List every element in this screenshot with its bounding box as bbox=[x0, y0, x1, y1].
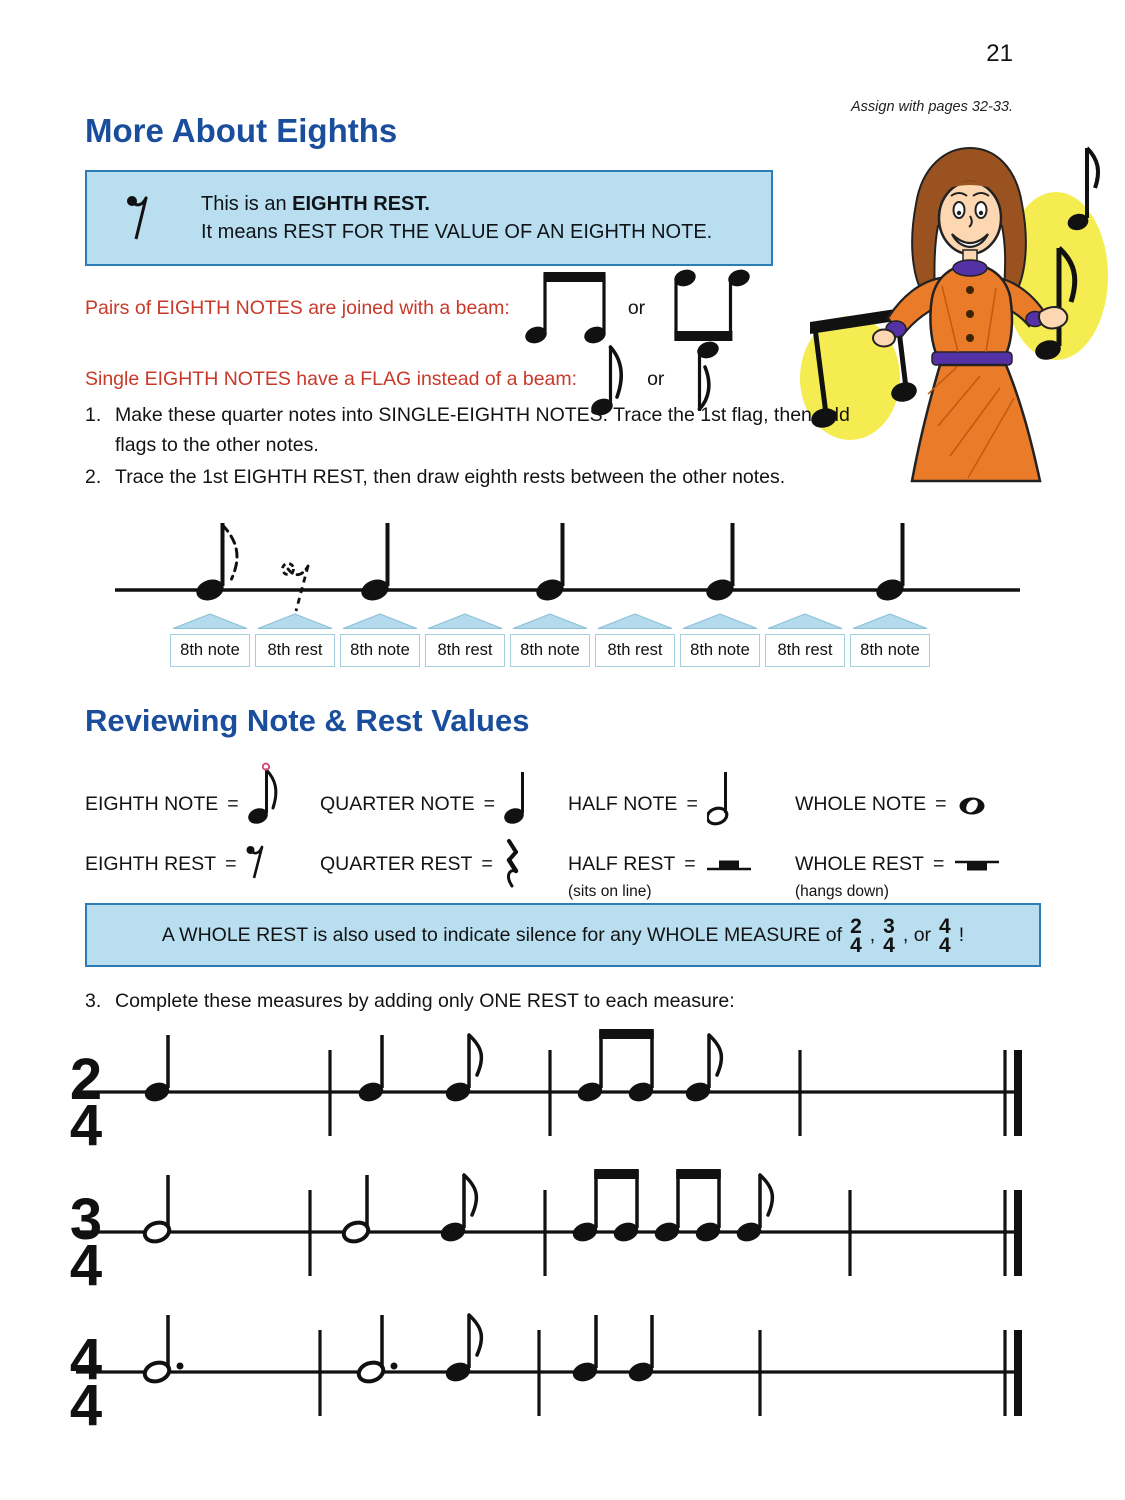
equals-sign: = bbox=[684, 853, 696, 875]
label-roof-icon bbox=[595, 613, 675, 629]
review-item-label: WHOLE NOTE bbox=[795, 793, 927, 815]
single-text: Single EIGHTH NOTES have a FLAG instead of a beam: bbox=[85, 367, 578, 390]
review-item-half-rest bbox=[568, 832, 753, 900]
label-roof-icon bbox=[765, 613, 845, 629]
review-item-sublabel: (hangs down) bbox=[795, 883, 889, 900]
pairs-text: Pairs of EIGHTH NOTES are joined with a beam: bbox=[85, 296, 510, 319]
exercise-label-house bbox=[850, 613, 930, 667]
measure-staff-2-4[interactable] bbox=[60, 1025, 1080, 1160]
equals-sign: = bbox=[686, 793, 698, 815]
review-item-quarter-note bbox=[320, 756, 534, 822]
single-or-text: or bbox=[647, 367, 665, 390]
review-heading: Reviewing Note & Rest Values bbox=[85, 703, 530, 738]
whole-rest-info-box bbox=[85, 903, 1041, 967]
exercise-label: 8th note bbox=[340, 634, 420, 667]
review-item-eighth-note bbox=[85, 756, 288, 822]
review-item-quarter-rest bbox=[320, 832, 522, 882]
measure-staff-4-4[interactable] bbox=[60, 1305, 1080, 1440]
exercise-label-house bbox=[425, 613, 505, 667]
separator-text: , or bbox=[902, 923, 932, 946]
info-line1-prefix: This is an bbox=[201, 193, 293, 215]
review-item-label: HALF REST bbox=[568, 853, 676, 875]
label-roof-icon bbox=[340, 613, 420, 629]
assign-note: Assign with pages 32-33. bbox=[850, 99, 1013, 115]
svg-text:3: 3 bbox=[69, 1187, 103, 1252]
review-item-label: QUARTER NOTE bbox=[320, 793, 475, 815]
eighth-rest-info-box bbox=[85, 170, 773, 266]
label-roof-icon bbox=[680, 613, 760, 629]
exercise-label: 8th rest bbox=[595, 634, 675, 667]
instruction-2-number: 2. bbox=[85, 466, 102, 488]
instruction-3-text: Complete these measures by adding only ONE REST to each measure: bbox=[115, 990, 735, 1012]
pairs-or-text: or bbox=[627, 296, 646, 319]
page-title: More About Eighths bbox=[85, 112, 398, 149]
exercise-label: 8th rest bbox=[425, 634, 505, 667]
instruction-1-number: 1. bbox=[85, 404, 102, 426]
page-number: 21 bbox=[986, 40, 1013, 67]
quarter-note-icon bbox=[504, 766, 534, 826]
exercise-label: 8th rest bbox=[765, 634, 845, 667]
instruction-2 bbox=[85, 462, 785, 492]
instruction-3-number: 3. bbox=[85, 990, 102, 1012]
time-signature-2-4: 2 4 bbox=[850, 914, 862, 957]
exercise-label-house bbox=[255, 613, 335, 667]
exercise-staff[interactable] bbox=[60, 505, 1080, 617]
exercise-label-house bbox=[510, 613, 590, 667]
review-item-label: EIGHTH NOTE bbox=[85, 793, 219, 815]
equals-sign: = bbox=[481, 853, 493, 875]
review-item-whole-note bbox=[795, 756, 989, 822]
whole-note-icon bbox=[955, 795, 989, 817]
separator-text: , bbox=[869, 923, 876, 946]
svg-text:4: 4 bbox=[69, 1093, 103, 1158]
exercise-label: 8th note bbox=[850, 634, 930, 667]
instruction-3 bbox=[85, 986, 735, 1016]
instruction-1 bbox=[85, 400, 857, 460]
whole-rest-box-text: A WHOLE REST is also used to indicate silence for any WHOLE MEASURE of bbox=[161, 923, 843, 946]
label-roof-icon bbox=[170, 613, 250, 629]
exercise-label-house bbox=[680, 613, 760, 667]
info-line2: It means REST FOR THE VALUE OF AN EIGHTH NOTE. bbox=[201, 221, 713, 243]
svg-text:4: 4 bbox=[69, 1233, 103, 1298]
equals-sign: = bbox=[483, 793, 495, 815]
equals-sign: = bbox=[225, 853, 237, 875]
half-rest-icon bbox=[705, 859, 753, 875]
exercise-label-house bbox=[595, 613, 675, 667]
whole-rest-box-content bbox=[162, 916, 964, 955]
time-signature-4-4: 4 4 bbox=[939, 914, 951, 957]
label-roof-icon bbox=[510, 613, 590, 629]
svg-text:4: 4 bbox=[69, 1327, 103, 1392]
equals-sign: = bbox=[227, 793, 239, 815]
exercise-label-house bbox=[170, 613, 250, 667]
exercise-label-house bbox=[340, 613, 420, 667]
half-note-icon bbox=[707, 766, 737, 826]
eighth-rest-icon bbox=[245, 841, 269, 881]
instruction-1-text: Make these quarter notes into SINGLE-EIGHTH NOTES. Trace the 1st flag, then add flags to the other notes. bbox=[115, 404, 850, 457]
separator-text: ! bbox=[958, 923, 965, 946]
exercise-label: 8th note bbox=[680, 634, 760, 667]
quarter-rest-icon bbox=[502, 839, 522, 889]
review-item-half-note bbox=[568, 756, 737, 822]
svg-text:4: 4 bbox=[69, 1373, 103, 1438]
review-item-label: HALF NOTE bbox=[568, 793, 678, 815]
instruction-2-text: Trace the 1st EIGHTH REST, then draw eighth rests between the other notes. bbox=[115, 466, 786, 488]
exercise-label: 8th note bbox=[170, 634, 250, 667]
svg-text:2: 2 bbox=[69, 1047, 103, 1112]
label-roof-icon bbox=[850, 613, 930, 629]
exercise-label: 8th note bbox=[510, 634, 590, 667]
label-roof-icon bbox=[255, 613, 335, 629]
review-item-label: WHOLE REST bbox=[795, 853, 924, 875]
equals-sign: = bbox=[932, 853, 945, 875]
label-roof-icon bbox=[425, 613, 505, 629]
equals-sign: = bbox=[935, 793, 947, 815]
whole-rest-icon bbox=[953, 859, 1001, 875]
eighth-rest-icon bbox=[125, 189, 155, 248]
measure-staff-3-4[interactable] bbox=[60, 1165, 1080, 1300]
eighth-rest-info-text bbox=[201, 190, 712, 246]
review-item-whole-rest bbox=[795, 832, 1001, 900]
exercise-label-strip bbox=[170, 613, 930, 667]
exercise-label-house bbox=[765, 613, 845, 667]
review-item-label: QUARTER REST bbox=[320, 853, 473, 875]
exercise-label: 8th rest bbox=[255, 634, 335, 667]
review-item-eighth-rest bbox=[85, 832, 269, 882]
eighth-note-icon bbox=[248, 762, 288, 826]
time-signature-3-4: 3 4 bbox=[883, 914, 895, 957]
review-item-sublabel: (sits on line) bbox=[568, 883, 652, 900]
info-line1-bold: EIGHTH REST. bbox=[292, 193, 430, 215]
review-item-label: EIGHTH REST bbox=[85, 853, 217, 875]
